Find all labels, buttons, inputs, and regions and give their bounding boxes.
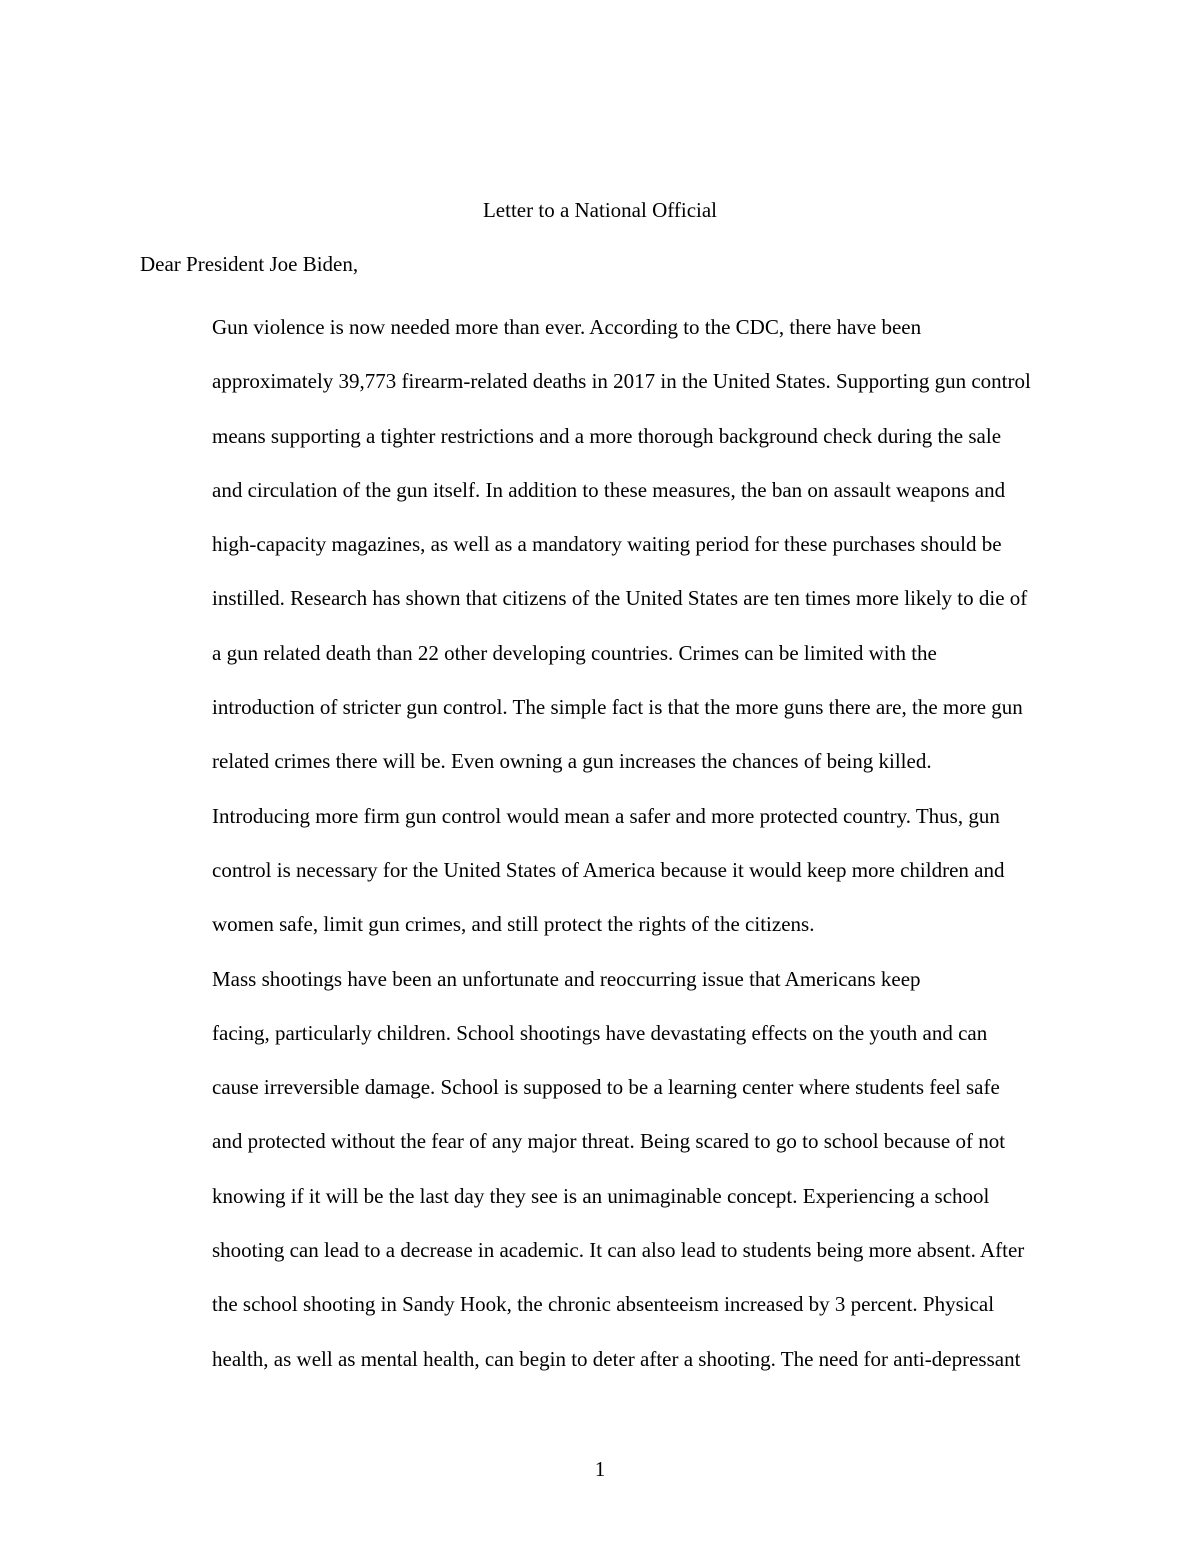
page-number: 1 xyxy=(594,1457,606,1481)
salutation: Dear President Joe Biden, xyxy=(140,252,359,276)
text-line: means supporting a tighter restrictions and a more thorough background check during the sale xyxy=(212,423,1002,448)
text-line: related crimes there will be. Even owning a gun increases the chances of being killed. xyxy=(212,749,932,774)
text-line: the school shooting in Sandy Hook, the chronic absenteeism increased by 3 percent. Physical xyxy=(212,1292,995,1317)
text-line: approximately 39,773 firearm-related deaths in 2017 in the United States. Supporting gun control xyxy=(212,369,1031,394)
text-line: introduction of stricter gun control. The simple fact is that the more guns there are, the more gun xyxy=(212,695,1023,720)
letter-title: Letter to a National Official xyxy=(482,198,717,222)
text-line: control is necessary for the United States of America because it would keep more children and xyxy=(212,857,1005,882)
text-line: shooting can lead to a decrease in academic. It can also lead to students being more absent. After xyxy=(212,1238,1025,1263)
text-line: Mass shootings have been an unfortunate and reoccurring issue that Americans keep xyxy=(212,966,921,991)
paragraph-1 xyxy=(140,300,1060,952)
text-line: cause irreversible damage. School is supposed to be a learning center where students feel safe xyxy=(212,1075,1000,1100)
text-line: and protected without the fear of any major threat. Being scared to go to school because of not xyxy=(212,1129,1006,1154)
text-line: health, as well as mental health, can begin to deter after a shooting. The need for anti-depressant xyxy=(212,1346,1021,1371)
text-line: women safe, limit gun crimes, and still protect the rights of the citizens. xyxy=(212,912,815,937)
text-line: high-capacity magazines, as well as a mandatory waiting period for these purchases should be xyxy=(212,532,1002,557)
letter-body xyxy=(140,300,1060,1386)
text-line: facing, particularly children. School shootings have devastating effects on the youth and can xyxy=(212,1020,988,1045)
paragraph-2 xyxy=(140,952,1060,1386)
text-line: instilled. Research has shown that citizens of the United States are ten times more likely to die of xyxy=(212,586,1028,611)
text-line: Introducing more firm gun control would mean a safer and more protected country. Thus, gun xyxy=(212,803,1000,828)
text-line: Gun violence is now needed more than ever. According to the CDC, there have been xyxy=(212,315,922,339)
text-line: knowing if it will be the last day they see is an unimaginable concept. Experiencing a school xyxy=(212,1183,990,1208)
text-line: and circulation of the gun itself. In addition to these measures, the ban on assault weapons and xyxy=(212,477,1006,502)
text-line: a gun related death than 22 other developing countries. Crimes can be limited with the xyxy=(212,640,937,665)
